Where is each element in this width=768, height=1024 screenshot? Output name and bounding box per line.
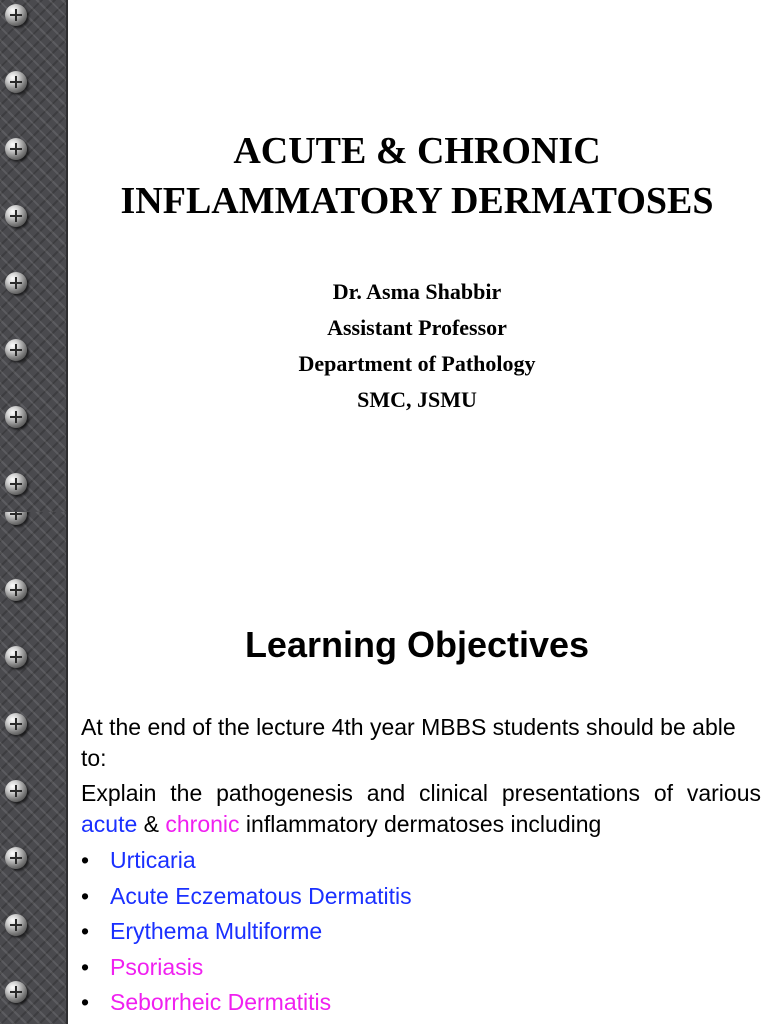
plus-rivet-icon (5, 780, 27, 802)
plus-rivet-icon (5, 914, 27, 936)
plus-rivet-icon (5, 847, 27, 869)
bullet-icon: • (81, 847, 90, 873)
bullet-icon: • (81, 882, 90, 909)
plus-rivet-icon (5, 71, 27, 93)
acute-highlight: acute (81, 811, 138, 837)
list-item (81, 914, 412, 950)
plus-rivet-icon (5, 579, 27, 601)
list-item (81, 879, 412, 915)
ampersand-text: & (137, 811, 166, 837)
item-text: Erythema Multiforme (110, 918, 323, 944)
title-line-1: ACUTE & CHRONIC (233, 130, 601, 172)
plus-rivet-icon (5, 138, 27, 160)
plus-rivet-icon (5, 339, 27, 361)
plus-rivet-icon (5, 205, 27, 227)
plus-rivet-icon (5, 473, 27, 495)
dermatoses-list (81, 843, 412, 1021)
presentation-title (66, 126, 768, 226)
plus-rivet-icon (5, 981, 27, 1003)
item-text: Urticaria (110, 847, 196, 873)
plus-rivet-icon (5, 272, 27, 294)
plus-rivet-icon (5, 406, 27, 428)
plus-rivet-icon (5, 512, 27, 525)
author-name: Dr. Asma Shabbir (332, 279, 502, 304)
objective-text (81, 778, 761, 840)
bullet-icon: • (81, 953, 90, 980)
author-department: Department of Pathology (298, 351, 536, 376)
author-position: Assistant Professor (327, 315, 507, 340)
author-institution: SMC, JSMU (357, 387, 477, 412)
plus-rivet-icon (5, 646, 27, 668)
metal-strip (0, 512, 68, 1024)
title-line-2: INFLAMMATORY DERMATOSES (120, 180, 714, 222)
item-text: Psoriasis (110, 953, 204, 980)
list-item (81, 985, 412, 1021)
list-item (81, 843, 412, 879)
item-text: Acute Eczematous Dermatitis (110, 882, 412, 909)
slide-heading: Learning Objectives (244, 624, 590, 665)
plus-rivet-icon (5, 4, 27, 26)
bullet-icon: • (81, 918, 90, 944)
objective-text-before: Explain the pathogenesis and clinical presentations of various (81, 780, 761, 806)
plus-rivet-icon (5, 713, 27, 735)
objective-text-after: inflammatory dermatoses including (239, 811, 602, 837)
author-block (66, 274, 768, 418)
intro-text: At the end of the lecture 4th year MBBS students should be able to: (81, 714, 736, 771)
item-text: Seborrheic Dermatitis (110, 989, 332, 1015)
bullet-icon: • (81, 989, 90, 1015)
metal-strip (0, 0, 68, 512)
chronic-highlight: chronic (165, 811, 240, 837)
list-item (81, 950, 412, 986)
slide-learning-objectives (0, 512, 768, 1024)
